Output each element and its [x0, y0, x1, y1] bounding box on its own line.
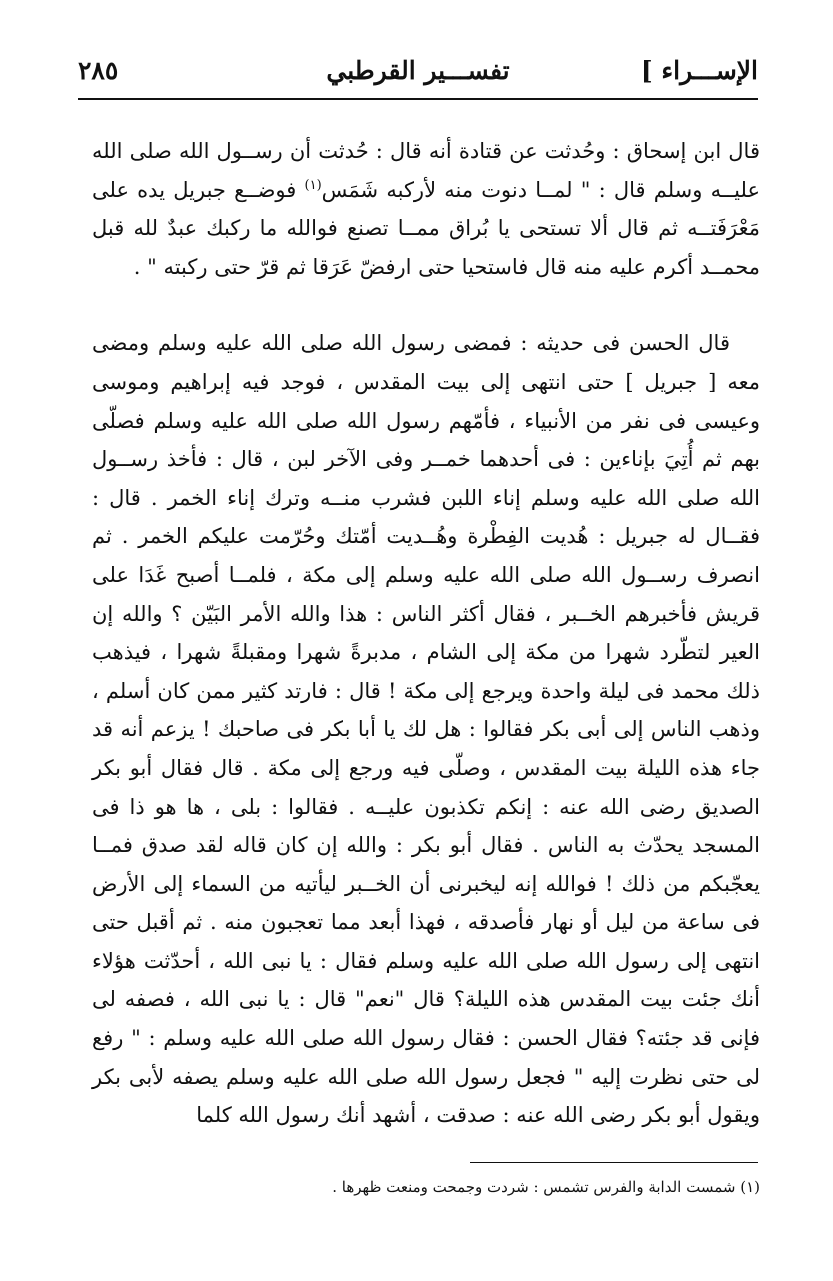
surah-name: الإســـراء ]: [640, 56, 758, 85]
main-text: [92, 132, 760, 1135]
header-rule: [78, 98, 758, 100]
footnote: (١) شمست الدابة والفرس تشمس : شردت وجمحت ومنعت ظهرها .: [332, 1178, 760, 1196]
paragraph-1-part-a: قال ابن إسحاق : وحُدثت عن قتادة أنه قال : حُدثت أن رســول الله صلى الله عليــه وسلم قال : " لمــا دنوت منه لأركبه شَمَس: [92, 139, 760, 202]
book-title: تفســـير القرطبي: [326, 56, 510, 85]
paragraph-2: قال الحسن فى حديثه : فمضى رسول الله صلى الله عليه وسلم ومضى معه [ جبريل ] حتى انتهى إلى بيت المقدس ، فوجد فيه إبراهيم وموسى وعيسى فى نفر من الأنبياء ، فأمّهم رسول الله صلى الله عليه وسلم فصلّى بهم ثم أُتِيَ بإناءين : فى أحدهما خمــر وفى الآخر لبن ، قال : فأخذ رســول الله صلى الله عليه وسلم إناء اللبن فشرب منــه وترك إناء الخمر . قال : فقــال له جبريل : هُديت الفِطْرة وهُــديت أمّتك وحُرّمت عليكم الخمر . ثم انصرف رســول الله صلى الله عليه وسلم إلى مكة ، فلمــا أصبح غَدَا على قريش فأخبرهم الخــبر ، فقال أكثر الناس : هذا والله الأمر البَيّن ؟ والله إن العير لتطّرد شهرا من مكة إلى الشام ، مدبرةً شهرا ومقبلةً شهرا ، فيذهب ذلك محمد فى ليلة واحدة ويرجع إلى مكة ! قال : فارتد كثير ممن كان أسلم ، وذهب الناس إلى أبى بكر فقالوا : هل لك يا أبا بكر فى صاحبك ! يزعم أنه قد جاء هذه الليلة بيت المقدس ، وصلّى فيه ورجع إلى مكة . قال فقال أبو بكر الصديق رضى الله عنه : إنكم تكذبون عليــه . فقالوا : بلى ، ها هو ذا فى المسجد يحدّث به الناس . فقال أبو بكر : والله إن كان قاله لقد صدق فمــا يعجّبكم من ذلك ! فوالله إنه ليخبرنى أن الخــبر ليأتيه من السماء إلى الأرض فى ساعة من ليل أو نهار فأصدقه ، فهذا أبعد مما تعجبون منه . ثم أقبل حتى انتهى إلى رسول الله صلى الله عليه وسلم فقال : يا نبى الله ، أحدّثت هؤلاء أنك جئت بيت المقدس هذه الليلة؟ قال "نعم" قال : يا نبى الله ، فصفه لى فإنى قد جئته؟ فقال الحسن : فقال رسول الله صلى الله عليه وسلم : " رفع لى حتى نظرت إليه " فجعل رسول الله صلى الله عليه وسلم يصفه لأبى بكر ويقول أبو بكر رضى الله عنه : صدقت ، أشهد أنك رسول الله كلما: [92, 331, 760, 1128]
running-header: [78, 52, 758, 94]
footnote-marker: (١): [304, 177, 322, 193]
footnote-rule: [470, 1162, 758, 1163]
page-number: ٢٨٥: [78, 56, 119, 85]
paragraph-1: [92, 132, 760, 286]
paragraph-1-part-b: فوضــع جبريل يده على مَعْرَفَتــه ثم قال ألا تستحى يا بُراق ممــا تصنع فوالله ما ركبك عبدٌ لله قبل محمــد أكرم عليه منه قال فاستحيا حتى ارفضّ عَرَقا ثم قرّ حتى ركبته " .: [92, 177, 760, 279]
